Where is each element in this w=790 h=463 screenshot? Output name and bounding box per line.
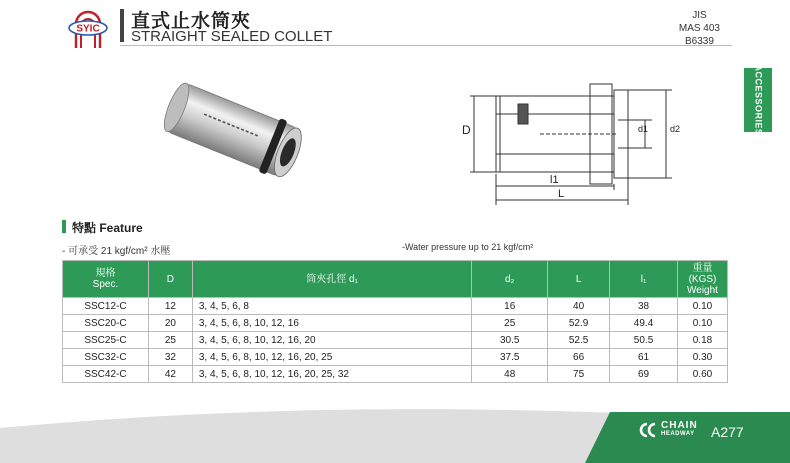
spec-table <box>62 260 728 383</box>
cell-D: 42 <box>148 366 192 383</box>
product-photo <box>160 75 310 187</box>
dimension-label-l1: l1 <box>550 174 559 186</box>
header-divider <box>120 45 732 46</box>
cell-L: 75 <box>548 366 610 383</box>
table-row <box>63 332 728 349</box>
page-title-chinese: 直式止水筒夾 <box>131 11 252 32</box>
page-number: A277 <box>711 424 744 440</box>
cell-d2: 16 <box>472 298 548 315</box>
cell-bore: 3, 4, 5, 6, 8, 10, 12, 16, 20, 25, 32 <box>192 366 471 383</box>
table-row <box>63 349 728 366</box>
dimension-label-d1: d1 <box>638 124 649 134</box>
standard-item: JIS <box>692 10 707 21</box>
cell-weight: 0.30 <box>677 349 727 366</box>
brand-subname: HEADWAY <box>661 431 695 437</box>
brand-name: CHAIN <box>661 420 698 431</box>
cell-D: 25 <box>148 332 192 349</box>
cell-bore: 3, 4, 5, 6, 8 <box>192 298 471 315</box>
page-title-english: STRAIGHT SEALED COLLET <box>131 28 333 45</box>
cell-l1: 61 <box>610 349 678 366</box>
col-header-D: D <box>148 261 192 298</box>
cell-L: 52.9 <box>548 315 610 332</box>
cell-L: 66 <box>548 349 610 366</box>
section-tab-label: ACCESSORIES <box>753 64 764 136</box>
cell-l1: 38 <box>610 298 678 315</box>
col-header-weight: 重量 (KGS) Weight <box>677 261 727 298</box>
col-header-l1: l₁ <box>610 261 678 298</box>
cell-bore: 3, 4, 5, 6, 8, 10, 12, 16, 20 <box>192 332 471 349</box>
col-header-L: L <box>548 261 610 298</box>
cell-spec: SSC12-C <box>63 298 149 315</box>
dimension-label-D: D <box>462 123 471 137</box>
header-accent-bar <box>120 9 124 42</box>
cell-spec: SSC20-C <box>63 315 149 332</box>
cell-weight: 0.10 <box>677 298 727 315</box>
chain-headway-icon <box>635 422 657 438</box>
cell-bore: 3, 4, 5, 6, 8, 10, 12, 16 <box>192 315 471 332</box>
cell-L: 40 <box>548 298 610 315</box>
cell-d2: 25 <box>472 315 548 332</box>
brand-logo <box>635 419 698 441</box>
cell-D: 12 <box>148 298 192 315</box>
feature-heading: 特點 Feature <box>72 221 143 235</box>
col-header-d2: d₂ <box>472 261 548 298</box>
col-header-spec: 規格 Spec. <box>63 261 149 298</box>
syic-logo <box>62 8 114 52</box>
cell-l1: 49.4 <box>610 315 678 332</box>
cell-d2: 37.5 <box>472 349 548 366</box>
cell-bore: 3, 4, 5, 6, 8, 10, 12, 16, 20, 25 <box>192 349 471 366</box>
cell-spec: SSC42-C <box>63 366 149 383</box>
cell-d2: 30.5 <box>472 332 548 349</box>
dimension-label-L: L <box>558 188 565 200</box>
standards-list <box>679 9 720 48</box>
cell-l1: 50.5 <box>610 332 678 349</box>
table-row <box>63 298 728 315</box>
feature-item-chinese: - 可承受 21 kgf/cm² 水壓 <box>62 246 171 257</box>
cell-D: 32 <box>148 349 192 366</box>
cell-weight: 0.18 <box>677 332 727 349</box>
cell-spec: SSC25-C <box>63 332 149 349</box>
table-row <box>63 366 728 383</box>
feature-item-english: -Water pressure up to 21 kgf/cm² <box>402 242 534 252</box>
table-header-row <box>63 261 728 298</box>
cell-L: 52.5 <box>548 332 610 349</box>
cell-D: 20 <box>148 315 192 332</box>
cell-l1: 69 <box>610 366 678 383</box>
standard-item: MAS 403 <box>678 23 720 34</box>
technical-drawing <box>440 70 700 220</box>
section-tab-accessories[interactable] <box>744 64 772 136</box>
feature-accent-bar <box>62 220 66 233</box>
col-header-bore: 筒夾孔徑 d₁ <box>192 261 471 298</box>
cell-weight: 0.10 <box>677 315 727 332</box>
cell-spec: SSC32-C <box>63 349 149 366</box>
cell-weight: 0.60 <box>677 366 727 383</box>
svg-text:SYIC: SYIC <box>76 23 100 35</box>
standard-item: B6339 <box>684 36 714 47</box>
cell-d2: 48 <box>472 366 548 383</box>
table-row <box>63 315 728 332</box>
dimension-label-d2: d2 <box>670 124 681 134</box>
